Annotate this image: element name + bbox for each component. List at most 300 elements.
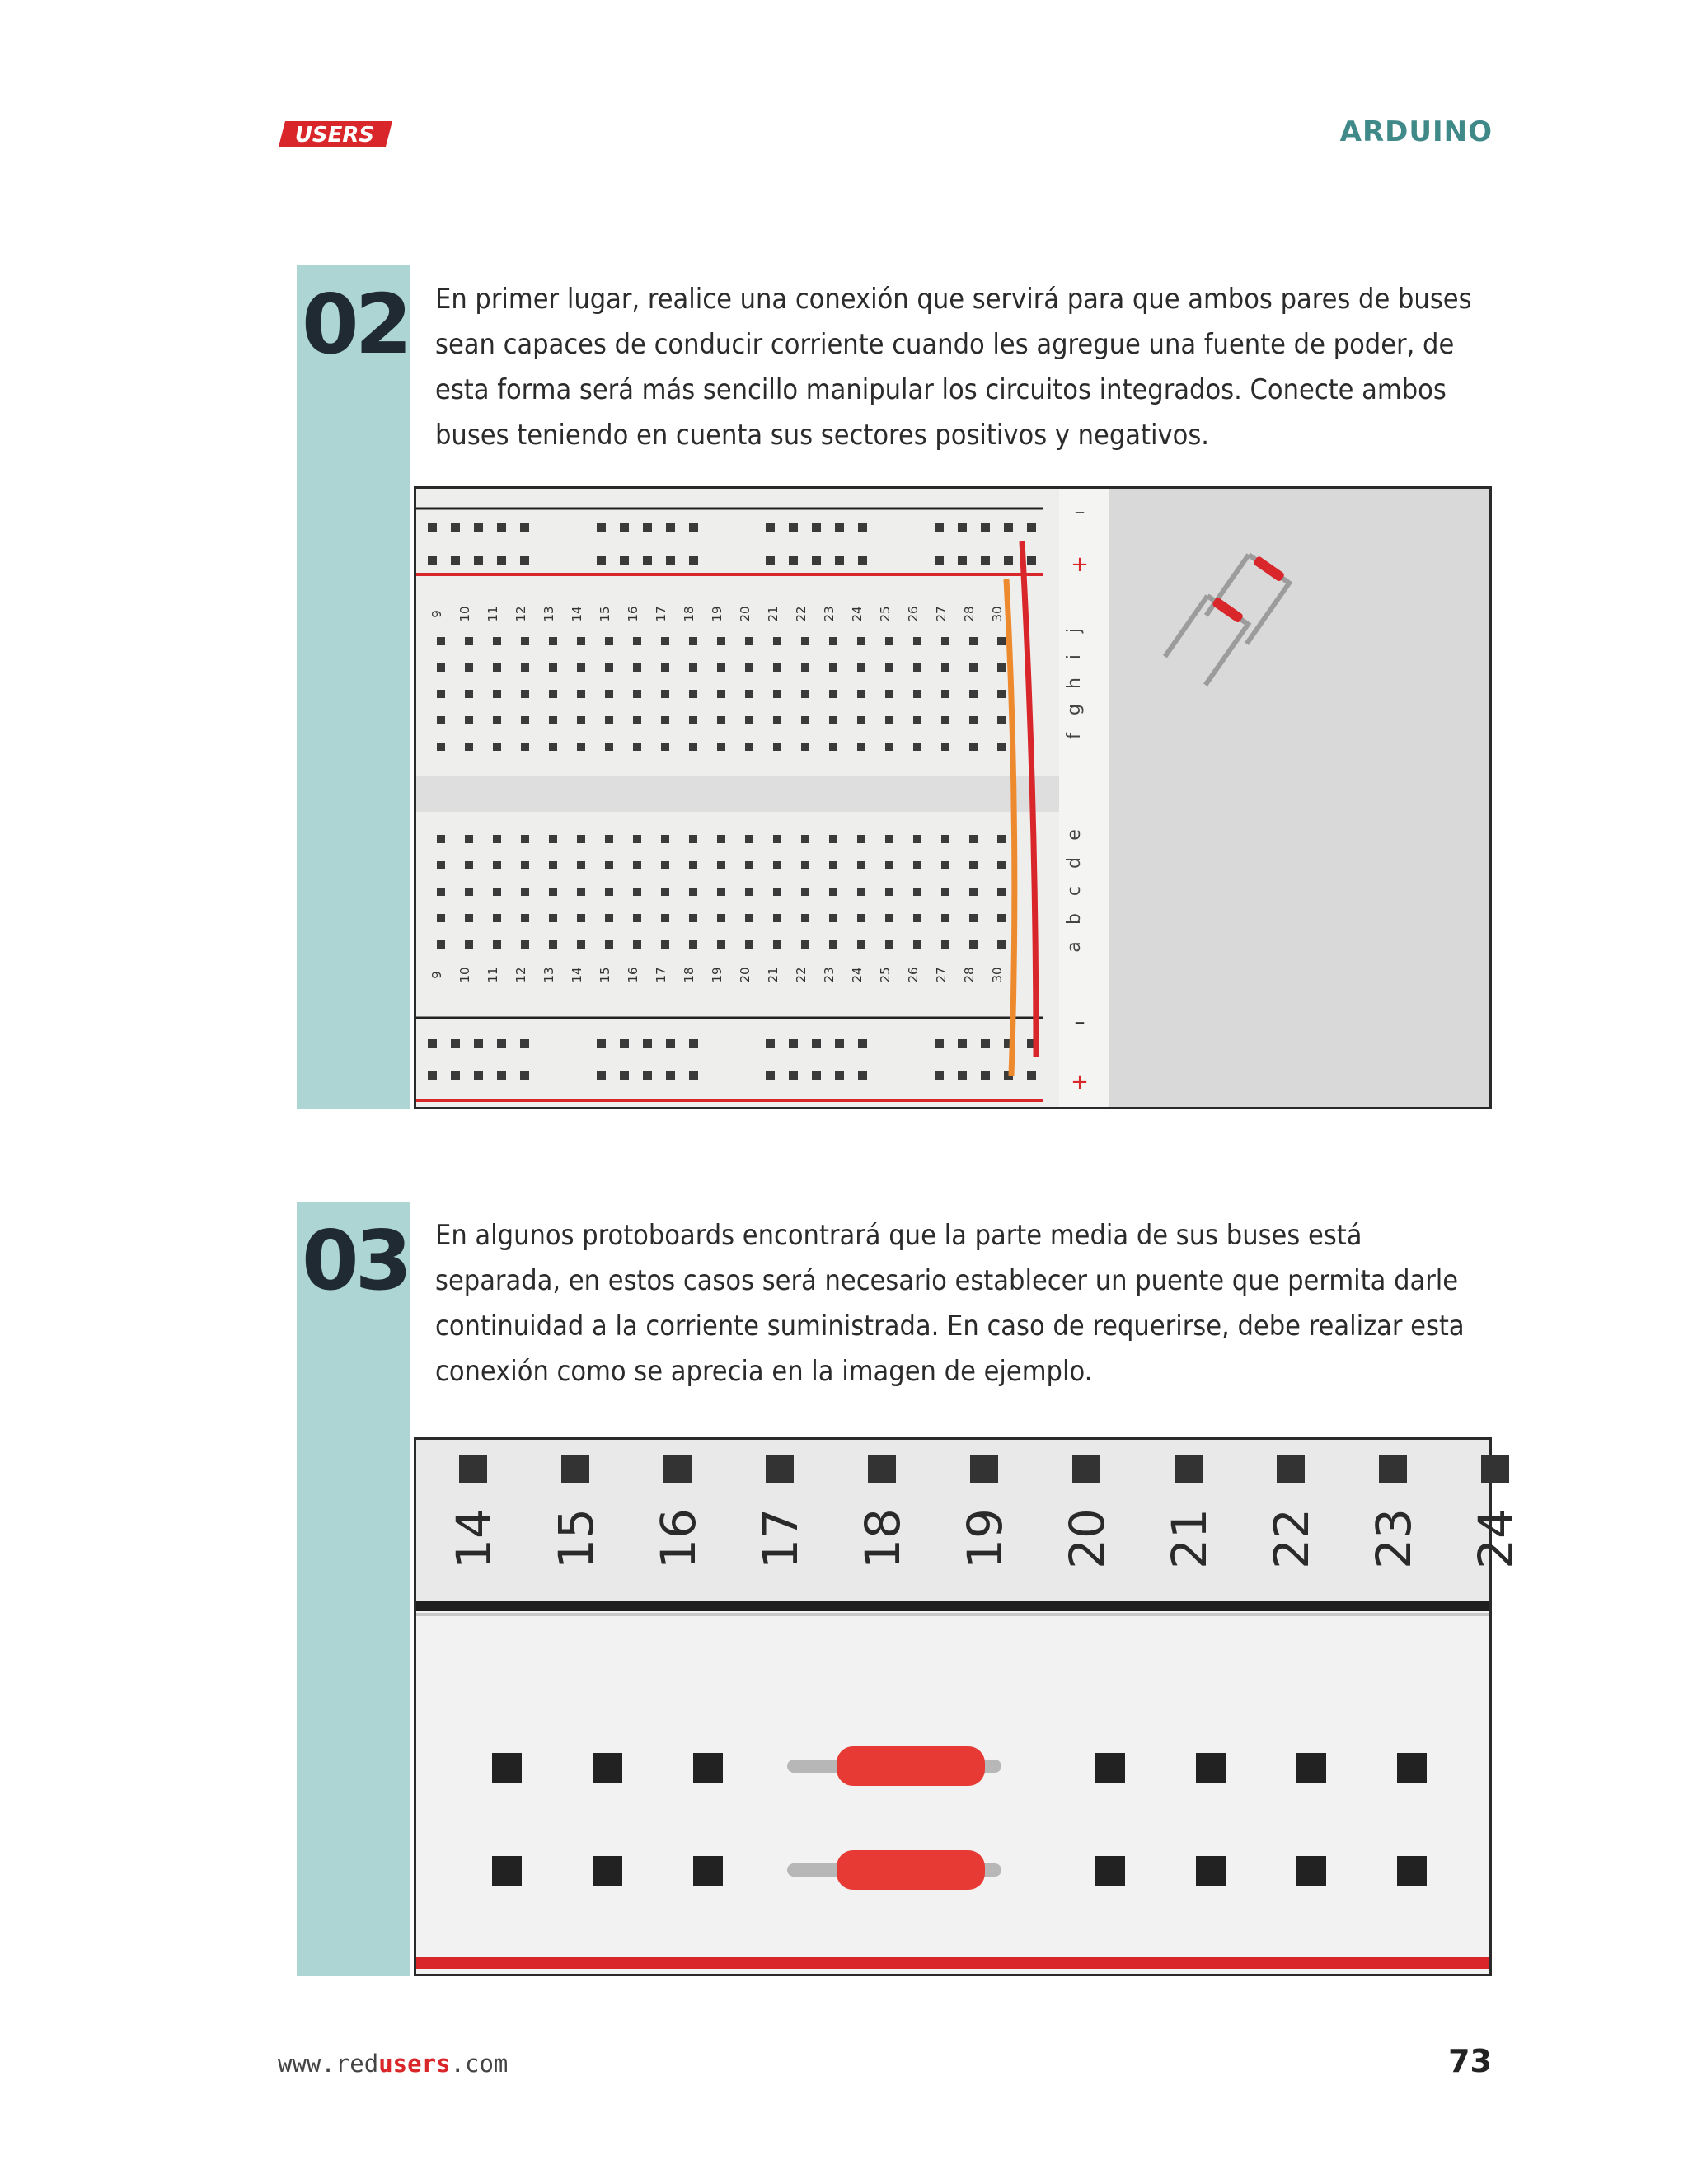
terminal-hole	[717, 743, 725, 751]
terminal-hole	[633, 835, 641, 843]
terminal-hole	[663, 1455, 692, 1483]
row-letter: a	[1064, 941, 1085, 953]
terminal-hole	[605, 861, 613, 869]
terminal-hole	[633, 940, 641, 949]
bus-hole	[935, 556, 944, 565]
terminal-hole	[493, 861, 501, 869]
terminal-hole	[549, 914, 557, 922]
terminal-hole	[465, 914, 473, 922]
terminal-hole	[549, 637, 557, 645]
row-letter: b	[1064, 913, 1085, 925]
terminal-hole	[717, 914, 725, 922]
terminal-hole	[633, 716, 641, 724]
column-number: 23	[822, 606, 837, 622]
bus-hole	[643, 1039, 652, 1048]
terminal-hole	[997, 743, 1006, 751]
terminal-hole	[773, 861, 781, 869]
terminal-hole	[689, 743, 697, 751]
bus-hole	[474, 556, 483, 565]
bus-hole	[474, 1071, 483, 1080]
bus-hole	[1095, 1753, 1125, 1783]
terminal-hole	[577, 716, 585, 724]
terminal-hole	[717, 637, 725, 645]
terminal-hole	[773, 663, 781, 672]
terminal-hole	[885, 663, 893, 672]
terminal-hole	[493, 663, 501, 672]
bus-hole	[935, 523, 944, 532]
breadboard-illustration	[416, 489, 1489, 1107]
bus-line-negative	[416, 1601, 1489, 1611]
terminal-hole	[857, 663, 865, 672]
terminal-hole	[689, 637, 697, 645]
bus-hole	[858, 1071, 867, 1080]
row-letter: c	[1064, 885, 1085, 897]
terminal-hole	[745, 663, 753, 672]
terminal-hole	[521, 690, 529, 698]
terminal-hole	[717, 940, 725, 949]
terminal-hole	[717, 888, 725, 896]
terminal-hole	[493, 940, 501, 949]
terminal-hole	[885, 637, 893, 645]
step-02	[297, 265, 1492, 1109]
bus-hole	[497, 523, 506, 532]
bus-hole	[789, 523, 798, 532]
column-number: 19	[710, 606, 724, 622]
bus-hole	[1027, 556, 1036, 565]
plus-sign: +	[1071, 552, 1089, 577]
terminal-hole	[717, 690, 725, 698]
terminal-hole	[913, 637, 921, 645]
column-number: 20	[1059, 1508, 1116, 1569]
terminal-hole	[941, 743, 950, 751]
bus-hole	[812, 1039, 821, 1048]
terminal-hole	[941, 888, 950, 896]
terminal-hole	[437, 743, 445, 751]
terminal-hole	[801, 663, 809, 672]
terminal-hole	[437, 861, 445, 869]
terminal-hole	[857, 914, 865, 922]
bus-hole	[1196, 1753, 1226, 1783]
terminal-hole	[633, 743, 641, 751]
column-number: 26	[906, 606, 921, 622]
terminal-hole	[661, 914, 669, 922]
column-number: 22	[1264, 1508, 1320, 1569]
bus-hole	[497, 1039, 506, 1048]
terminal-hole	[969, 690, 978, 698]
bus-hole	[451, 1039, 460, 1048]
bus-hole	[1296, 1856, 1326, 1886]
bus-hole	[520, 1039, 529, 1048]
terminal-hole	[1277, 1455, 1305, 1483]
terminal-hole	[997, 914, 1006, 922]
bus-hole	[958, 1071, 967, 1080]
bus-hole	[1004, 556, 1013, 565]
terminal-hole	[549, 690, 557, 698]
terminal-hole	[465, 663, 473, 672]
terminal-hole	[829, 637, 837, 645]
terminal-hole	[661, 663, 669, 672]
terminal-hole	[577, 861, 585, 869]
terminal-hole	[605, 888, 613, 896]
terminal-hole	[829, 861, 837, 869]
terminal-hole	[605, 690, 613, 698]
row-letter: f	[1064, 733, 1085, 739]
terminal-hole	[661, 888, 669, 896]
terminal-hole	[885, 861, 893, 869]
terminal-hole	[1072, 1455, 1100, 1483]
center-channel	[416, 776, 1059, 812]
terminal-hole	[885, 940, 893, 949]
terminal-hole	[549, 888, 557, 896]
terminal-hole	[801, 888, 809, 896]
terminal-hole	[437, 663, 445, 672]
column-number: 28	[962, 967, 977, 983]
bus-hole	[643, 556, 652, 565]
terminal-hole	[773, 914, 781, 922]
row-letter: j	[1064, 627, 1085, 634]
terminal-hole	[577, 637, 585, 645]
page-number: 73	[1448, 2043, 1492, 2079]
terminal-hole	[689, 663, 697, 672]
terminal-hole	[465, 888, 473, 896]
bus-hole	[620, 1071, 629, 1080]
terminal-hole	[465, 861, 473, 869]
terminal-hole	[549, 835, 557, 843]
terminal-hole	[633, 663, 641, 672]
bus-hole	[593, 1856, 622, 1886]
column-number: 15	[598, 967, 612, 983]
bus-hole	[492, 1856, 522, 1886]
terminal-hole	[997, 637, 1006, 645]
terminal-hole	[689, 690, 697, 698]
terminal-hole	[549, 861, 557, 869]
terminal-hole	[437, 637, 445, 645]
terminal-hole	[521, 663, 529, 672]
bus-hole	[812, 1071, 821, 1080]
bus-hole	[597, 1071, 606, 1080]
bus-hole	[789, 1039, 798, 1048]
terminal-hole	[745, 914, 753, 922]
terminal-hole	[605, 940, 613, 949]
terminal-hole	[689, 716, 697, 724]
bus-hole	[666, 1071, 675, 1080]
bus-hole	[428, 1071, 437, 1080]
terminal-hole	[969, 716, 978, 724]
terminal-hole	[913, 743, 921, 751]
terminal-hole	[941, 716, 950, 724]
terminal-hole	[577, 940, 585, 949]
bus-hole	[666, 523, 675, 532]
column-number: 20	[738, 606, 753, 622]
step-band	[297, 265, 410, 1109]
terminal-hole	[913, 690, 921, 698]
terminal-hole	[941, 637, 950, 645]
terminal-hole	[1481, 1455, 1509, 1483]
bus-hole	[789, 556, 798, 565]
bus-hole	[451, 1071, 460, 1080]
bus-hole	[766, 1071, 775, 1080]
terminal-hole	[493, 690, 501, 698]
terminal-hole	[1175, 1455, 1203, 1483]
terminal-hole	[689, 940, 697, 949]
terminal-hole	[857, 940, 865, 949]
bus-hole	[812, 556, 821, 565]
terminal-hole	[773, 637, 781, 645]
terminal-hole	[773, 716, 781, 724]
terminal-hole	[437, 914, 445, 922]
terminal-hole	[437, 716, 445, 724]
column-number: 13	[542, 967, 556, 983]
bus-hole	[766, 523, 775, 532]
column-number: 14	[570, 606, 584, 622]
terminal-hole	[717, 861, 725, 869]
terminal-hole	[913, 861, 921, 869]
bridge-insulation	[837, 1850, 985, 1890]
terminal-hole	[661, 690, 669, 698]
terminal-hole	[437, 940, 445, 949]
terminal-hole	[465, 716, 473, 724]
terminal-hole	[829, 743, 837, 751]
bus-hole	[620, 556, 629, 565]
column-number: 28	[962, 606, 977, 622]
bus-hole	[1027, 1071, 1036, 1080]
terminal-hole	[465, 637, 473, 645]
minus-sign: –	[1074, 1010, 1085, 1034]
column-number: 25	[878, 967, 893, 983]
terminal-hole	[465, 940, 473, 949]
column-number: 21	[766, 606, 781, 622]
terminal-hole	[745, 835, 753, 843]
bus-hole	[497, 556, 506, 565]
bridge-photo	[414, 1437, 1525, 1976]
terminal-hole	[605, 663, 613, 672]
terminal-hole	[941, 914, 950, 922]
terminal-hole	[605, 716, 613, 724]
terminal-hole	[969, 663, 978, 672]
bridge-insulation	[837, 1746, 985, 1786]
terminal-hole	[521, 716, 529, 724]
terminal-hole	[801, 743, 809, 751]
bus-hole	[766, 1039, 775, 1048]
bus-hole	[497, 1071, 506, 1080]
terminal-hole	[997, 663, 1006, 672]
terminal-hole	[437, 835, 445, 843]
terminal-hole	[493, 637, 501, 645]
terminal-hole	[969, 743, 978, 751]
plus-sign: +	[1071, 1070, 1089, 1094]
bus-hole	[1296, 1753, 1326, 1783]
terminal-hole	[661, 637, 669, 645]
terminal-hole	[493, 716, 501, 724]
terminal-hole	[913, 940, 921, 949]
column-number: 30	[990, 606, 1005, 622]
column-number: 20	[738, 967, 753, 983]
terminal-hole	[745, 888, 753, 896]
column-number: 25	[878, 606, 893, 622]
terminal-hole	[745, 861, 753, 869]
bus-hole	[593, 1753, 622, 1783]
column-number: 12	[513, 606, 528, 622]
column-number: 15	[598, 606, 612, 622]
bus-hole	[1004, 523, 1013, 532]
bus-hole	[451, 556, 460, 565]
column-number: 19	[957, 1508, 1014, 1569]
column-number: 14	[446, 1508, 503, 1569]
bus-hole	[935, 1039, 944, 1048]
bus-hole	[693, 1753, 723, 1783]
column-number: 24	[1468, 1508, 1525, 1569]
bus-hole	[474, 1039, 483, 1048]
terminal-hole	[521, 835, 529, 843]
column-number: 18	[855, 1508, 912, 1569]
column-number: 19	[710, 967, 724, 983]
users-logo	[279, 121, 392, 147]
bus-hole	[428, 523, 437, 532]
bus-hole	[597, 556, 606, 565]
terminal-hole	[577, 888, 585, 896]
terminal-hole	[941, 663, 950, 672]
column-number: 14	[570, 967, 584, 983]
bus-hole	[789, 1071, 798, 1080]
terminal-hole	[885, 835, 893, 843]
terminal-hole	[885, 743, 893, 751]
bus-strip	[416, 1605, 1489, 1974]
bus-hole	[474, 523, 483, 532]
terminal-hole	[969, 861, 978, 869]
terminal-hole	[773, 888, 781, 896]
terminal-hole	[605, 743, 613, 751]
terminal-hole	[801, 940, 809, 949]
column-number: 18	[682, 967, 696, 983]
terminal-hole	[745, 940, 753, 949]
terminal-hole	[577, 743, 585, 751]
terminal-hole	[773, 743, 781, 751]
bus-hole	[689, 523, 698, 532]
bus-hole	[981, 523, 990, 532]
terminal-hole	[661, 861, 669, 869]
bus-hole	[693, 1856, 723, 1886]
column-number: 23	[822, 967, 837, 983]
terminal-hole	[970, 1455, 998, 1483]
terminal-hole	[605, 637, 613, 645]
step-text: En primer lugar, realice una conexión que servirá para que ambos pares de buses sean capaces de conducir corriente cuando les agregue una fuente de poder, de esta forma será más sencillo manipular los circuitos integrados. Conecte ambos buses teniendo en cuenta sus sectores positivos y negativos.	[435, 283, 1472, 452]
terminal-hole	[829, 663, 837, 672]
terminal-hole	[801, 690, 809, 698]
terminal-hole	[997, 888, 1006, 896]
terminal-hole	[801, 861, 809, 869]
bus-hole	[935, 1071, 944, 1080]
terminal-hole	[633, 914, 641, 922]
bus-hole	[520, 1071, 529, 1080]
bus-hole	[835, 1071, 844, 1080]
terminal-hole	[521, 940, 529, 949]
terminal-hole	[941, 861, 950, 869]
terminal-hole	[829, 716, 837, 724]
terminal-hole	[661, 940, 669, 949]
bus-hole	[958, 523, 967, 532]
terminal-hole	[459, 1455, 487, 1483]
terminal-hole	[689, 861, 697, 869]
column-number: 12	[513, 967, 528, 983]
terminal-hole	[941, 835, 950, 843]
terminal-hole	[717, 716, 725, 724]
terminal-hole	[773, 690, 781, 698]
terminal-hole	[661, 716, 669, 724]
terminal-hole	[465, 690, 473, 698]
terminal-hole	[773, 835, 781, 843]
column-number: 9	[429, 971, 444, 979]
terminal-hole	[717, 835, 725, 843]
terminal-hole	[941, 690, 950, 698]
step-03	[297, 1202, 1525, 1976]
column-number: 16	[626, 967, 640, 983]
terminal-hole	[801, 716, 809, 724]
breadboard-photo	[414, 486, 1492, 1109]
column-number: 11	[485, 606, 500, 622]
bus-hole	[835, 523, 844, 532]
column-number: 30	[990, 967, 1005, 983]
terminal-hole	[549, 743, 557, 751]
terminal-hole	[633, 637, 641, 645]
terminal-hole	[549, 940, 557, 949]
terminal-hole	[857, 716, 865, 724]
terminal-hole	[913, 888, 921, 896]
step-number: 02	[302, 276, 409, 373]
column-number: 11	[485, 967, 500, 983]
column-number: 27	[934, 967, 949, 983]
terminal-hole	[465, 835, 473, 843]
bus-hole	[981, 1071, 990, 1080]
minus-sign: –	[1074, 499, 1085, 524]
terminal-hole	[857, 835, 865, 843]
column-number: 21	[1161, 1508, 1218, 1569]
column-number: 10	[457, 606, 472, 622]
terminal-hole	[689, 888, 697, 896]
bus-hole	[620, 523, 629, 532]
bus-hole	[1397, 1856, 1427, 1886]
column-number: 21	[766, 967, 781, 983]
terminal-hole	[577, 690, 585, 698]
terminal-hole	[745, 690, 753, 698]
bus-hole	[835, 556, 844, 565]
terminal-hole	[605, 914, 613, 922]
terminal-hole	[493, 743, 501, 751]
bus-hole	[643, 523, 652, 532]
terminal-hole	[605, 835, 613, 843]
terminal-hole	[549, 663, 557, 672]
terminal-hole	[437, 690, 445, 698]
terminal-hole	[437, 888, 445, 896]
column-number: 22	[794, 967, 809, 983]
terminal-hole	[577, 663, 585, 672]
column-number: 16	[626, 606, 640, 622]
terminal-hole	[745, 716, 753, 724]
column-number: 22	[794, 606, 809, 622]
column-number: 17	[753, 1508, 809, 1569]
terminal-hole	[857, 637, 865, 645]
terminal-hole	[521, 914, 529, 922]
row-letter: e	[1064, 829, 1085, 841]
bus-hole	[597, 523, 606, 532]
terminal-hole	[493, 888, 501, 896]
row-letter: d	[1064, 857, 1085, 869]
row-letter: i	[1064, 654, 1085, 660]
column-number: 26	[906, 967, 921, 983]
terminal-hole	[689, 835, 697, 843]
terminal-hole	[465, 743, 473, 751]
terminal-hole	[521, 637, 529, 645]
terminal-hole	[493, 835, 501, 843]
